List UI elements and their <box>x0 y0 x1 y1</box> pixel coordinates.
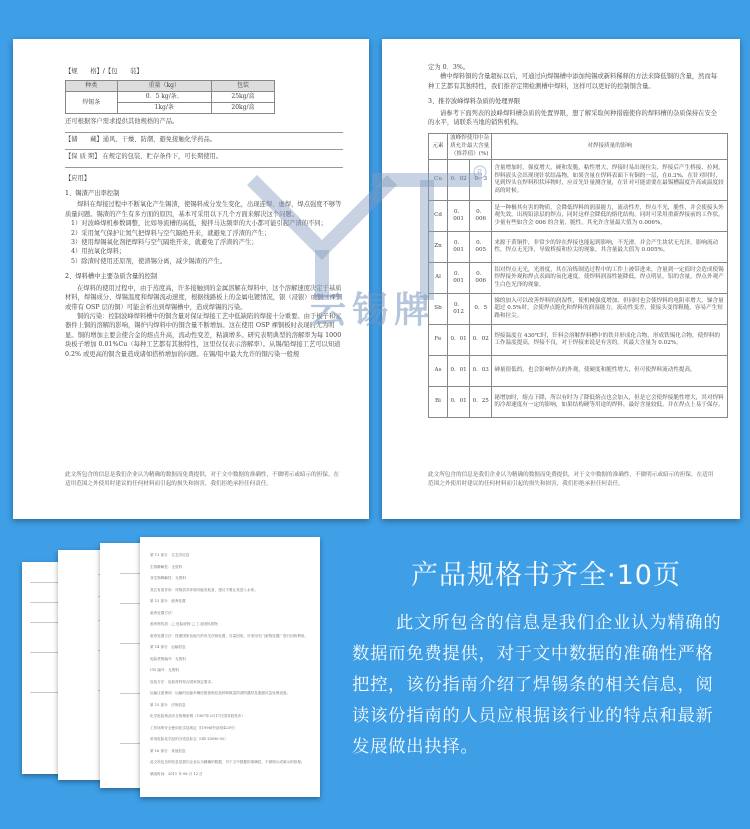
spec-cell: 25kg/盒 <box>211 92 274 103</box>
thumbnail-line: UN 编号：无资料 <box>150 668 179 672</box>
effect-cell: 锑的加入可以改善焊料的润湿性，使机械强度增加，但同时也会使焊料的电阻率增大，锑含量超过 0.5%时，会使焊点脆化和焊料的润湿能力，流动性变差，使接头变得粗糙，容易产生短路和拉尖。 <box>492 294 728 325</box>
spec-col-header: 重量（kg） <box>117 81 211 92</box>
impurity-col-header: 对焊接质量的影响 <box>492 134 728 160</box>
spec-header: 【规 格】/【包 装】 <box>65 68 143 75</box>
spec-cell: 20kg/盒 <box>211 103 274 114</box>
thumbnail-line: 非生物降解性：无资料 <box>150 576 186 580</box>
thumbnail-line: 常用危险化学品的分类及标志（GB 13690-92） <box>150 737 228 741</box>
thumbnail-line: 此文所包含的信息是我们企业认为精确的数据，对于文中数据的准确性，不做明示或暗示的担保。 <box>150 760 305 764</box>
thumbnail-line: 包装方法：包装材料符合国家规定要求。 <box>150 679 215 684</box>
element-cell: Bi <box>429 387 448 418</box>
impurity-body <box>428 72 718 127</box>
impurity-col-header: 元素 <box>429 134 448 160</box>
paragraph: 铜的污染：控制波峰焊料槽中的铜含量对保证焊接工艺中低缺陷的焊接十分重要。由于板子和元器件上铜的溶解的影响，锡炉内焊料中的铜含量不断增加。这在使用 OSP 裸铜板时表现的尤为明显。铜的增加主要会使合金的熔点升高，流动性变差，粘滴增多。研究表明典型的溶解率为每 1000 块板子增加 0.01%Cu（每种工艺都有其独特性，这里仅仅表示溶解率）。从锡/铅焊接工艺可以知道 0.2% 或更高的铜含量造成诸如搭桥增加的问题。在锡/铅中最大允许的铜污染一般规 <box>65 312 342 358</box>
thumbnail-page-front <box>140 537 320 797</box>
paragraph: 槽中焊料铜的含量超标以后，可通过向焊锡槽中添加纯锡或新料稀释的方法来降低铜的含量，然而每种工艺都有其独特性，我们推荐定期检测槽中焊料，这样可以更好的控制铜含量。 <box>428 73 718 90</box>
value-cell: 0．02 <box>448 160 470 201</box>
element-cell: Fe <box>429 325 448 356</box>
limit-cell: 0．005 <box>470 232 492 263</box>
effect-cell: 砷量很低的，也会影响焊点的外观，使硬度和脆性增大，但可使焊料流动性提高。 <box>492 356 728 387</box>
effect-cell: 来源于黄铜件，非常少的锌在焊接也能起到影响，不光滑，并会产生块状无光泽，影响流动性，焊点无光泽，导致桥接和拉尖的现象，其含量最大值为 0.005%。 <box>492 232 728 263</box>
value-cell: 0．012 <box>448 294 470 325</box>
description-text: 此文所包含的信息是我们企业认为精确的数据而免费提供，对于文中数据的准确性严格把控，该份指南介绍了焊锡条的相关信息，阅读该份指南的人员应根据该行业的特点和最新发展做出抉择。 <box>352 613 722 757</box>
value-cell: 0．001 <box>448 263 470 294</box>
effect-cell: 铋增加时，熔点下降，所以有时为了降低熔点也会加入，但是它会使焊接脆性增大，其对焊料的冷却速度有一定的影响，如果结构硬等用途的焊料，最好含量较低，并在焊点上易于保存。 <box>492 387 728 418</box>
effect-cell: 铝对焊点无光，光滑度，其在冶炼制造过程中的工件上被带进来，含量到一定值时会造成使锡焊焊接外观和焊点表面的氧化速度，使焊料润湿性能降低，焊点明显，铝的含量，焊点外观产生白色光泽的现象。 <box>492 263 728 294</box>
divider <box>65 149 343 150</box>
effect-cell: 含量增加时，强度增大，硬和发脆，粘性增大，焊接时易出现拉尖、焊接后产生桥接、拉网，焊料液头会出现现针状结晶物，如果含量在焊料表面下有铜的一层，在0.3%，在针对时时，见到焊头在焊料积状环物时，应首先针量测含量，在针对可能需要在最锡槽温度升高或温度较高的时候。 <box>492 160 728 201</box>
paragraph: 4）用抗氧化焊料； <box>71 248 126 256</box>
svg-text:R: R <box>477 168 483 177</box>
spec-note: 还可根据客户需求提供其他规格的产品。 <box>65 118 179 126</box>
section-heading: 3、推荐波峰焊料杂质的处理界限 <box>428 98 521 106</box>
element-cell: Cu <box>429 160 448 201</box>
thumbnail-line: 第 11 部分 生态学信息 <box>150 553 190 557</box>
storage-text: 【储 藏】通风、干燥、防潮，避免接触化学药品。 <box>65 135 217 143</box>
value-cell: 0．001 <box>448 232 470 263</box>
limit-cell: 0．02 <box>470 325 492 356</box>
spec-cell: 0．5 kg/条、 <box>117 92 211 103</box>
value-cell: 0．01 <box>448 356 470 387</box>
element-cell: Zn <box>429 232 448 263</box>
paragraph: 1）对波峰焊机参数调整，比如导流槽的高低，搅拌马达频率的大小都可能引起产渣的不同； <box>71 220 327 228</box>
table-row <box>66 92 275 103</box>
thumbnail-line: 生物降解性：无资料 <box>150 564 183 569</box>
spec-col-header: 种类 <box>66 81 118 92</box>
section-heading: 1、锡渣产出率控制 <box>65 190 120 198</box>
paragraph: 焊料在焊接过程中不断氧化产生锡渣，使锡料成分发生变化，出现连焊、虚焊，焊点强度不够等质量问题。锡渣的产生有多方面的原因，基本可采用以下几个方面来解决这个问题。 <box>65 201 342 218</box>
intro-text: 定为 0．3%。 <box>428 64 470 71</box>
section-heading: 2、焊料槽中主要杂质含量的控制 <box>65 273 158 281</box>
paragraph: 2）采用氮气保护让氮气把焊料与空气隔绝开来，就避免了浮渣的产生； <box>71 229 271 237</box>
thumbnail-line: 废弃处置方法： <box>150 610 176 615</box>
spec-cell: 焊锡条 <box>66 92 118 114</box>
limit-cell: 0．3 <box>470 160 492 201</box>
spec-col-header: 包装 <box>211 81 274 92</box>
element-cell: Cd <box>429 201 448 232</box>
table-row <box>429 387 728 418</box>
value-cell: 0．01 <box>448 325 470 356</box>
headline: 产品规格书齐全·10页 <box>411 560 681 591</box>
limit-cell: 0．03 <box>470 356 492 387</box>
table-row <box>429 356 728 387</box>
paragraph: 请参考下面列表的波峰焊料槽杂质的处置界限，想了解采取何种措施使你的焊料槽的杂质保持在安全的水平，请联系当地的销售机构。 <box>428 109 718 127</box>
limit-cell: 0．25 <box>470 387 492 418</box>
element-cell: As <box>429 356 448 387</box>
paragraph: 3）使用焊锡氧化剂把焊料与空气隔绝开来，就避免了浮渣的产生； <box>71 239 258 247</box>
thumbnail-line: 第 16 部分 其他信息 <box>150 748 186 753</box>
thumbnail-line: 其它有害作用：该物质对环境可能有危害，建议不要让其进入水体。 <box>150 587 258 592</box>
spec-cell: 1kg/条 <box>117 103 211 114</box>
divider <box>65 132 343 133</box>
effect-cell: 是一种极其有害的物质，会降低焊料的润湿能力，流动性差，焊点不光，脆性，并会使接头外观失效，出现铅涂层的焊点，同时这样会降低的熔化结构，同时可采用重新焊接前的工作状，少量有些如含会 006 的含量，脆性，其允许含量最大值为 0.006%。 <box>492 201 728 232</box>
page-footer: 此文所包含的信息是我们企业认为精确的数据而免费提供，对于文中数据的准确性，不做明示或暗示的担保。在适用范围之外使用时建议的任何材料而引起的损失和损害，我们拒绝承担任何责任。 <box>428 472 714 487</box>
thumbnail-line: 第 14 部分 运输信息 <box>150 645 186 649</box>
table-row <box>429 325 728 356</box>
limit-cell: 0．006 <box>470 263 492 294</box>
brand-watermark-text: 云锡牌 <box>310 290 437 331</box>
logo-y-stroke <box>252 180 392 250</box>
thumbnail-line: 化学危险物品安全管理条例（1987年2月17日国务院发布） <box>150 714 246 718</box>
thumbnail-line: 废弃物性质：□ 危险废物 □ 工业固体废物 <box>150 622 218 626</box>
limit-cell: 0．006 <box>470 201 492 232</box>
value-cell: 0．01 <box>448 387 470 418</box>
paragraph: 5）除渣时使用还原剂，使渣锡分离，减少锡渣的产生。 <box>71 257 227 265</box>
shelf-life-text: 【保 质 期】 在规定的包装、贮存条件下，可长期使用。 <box>65 153 223 161</box>
thumbnail-line: 工作场所安全使用化学品规定（[1996]劳部发423号） <box>150 725 238 730</box>
effect-cell: 焊接温度在 430℃时，钎料会溶解焊料槽中的铁并形成化合物，形成铁锡化合物，使焊料的工作温度提高，焊接不良，对于焊接来说是有害的。其最大含量为 0.02%。 <box>492 325 728 356</box>
page-footer: 此文所包含的信息是我们企业认为精确的数据而免费提供，对于文中数据的准确性，不做明示或暗示的担保。在适用范围之外使用时建议的任何材料而引起的损失和损害，我们拒绝承担任何责任。 <box>65 472 340 487</box>
thumbnail-line: 填表时间：2011 年 08 月 12 日 <box>150 771 203 776</box>
thumbnail-line: 第 15 部分 法规信息 <box>150 702 186 707</box>
paragraph: 在焊料的使用过程中，由于蒸度高，许多接触到的金属溶解在焊料中，这个溶解速度决定于基质材料，焊锡成分、焊锡温度和焊锡流动速度，根据线路板上的金属电镀情况，银（浸银）或铜（裸铜或带有 OSP 层的铜）可能会析出到焊锡槽中，造成焊锡的污染。 <box>65 284 343 311</box>
spec-table <box>65 80 275 114</box>
thumbnail-line: 废弃处置方法：按照国家及地方的有关法规处置，尽量回收，可采用专门废物处置厂进行回收利用。 <box>150 633 309 638</box>
value-cell: 0．001 <box>448 201 470 232</box>
impurity-col-header: 波峰焊使用中杂质允许最大含量（推荐值）(%) <box>448 134 492 160</box>
element-cell: Al <box>429 263 448 294</box>
limit-cell: 0．5 <box>470 294 492 325</box>
application-header: 【应用】 <box>65 174 91 182</box>
thumbnail-line: 运输注意事项：运输时运输车辆应配备相应品种和数量的消防器材及泄漏应急处理设备。 <box>150 691 291 695</box>
thumbnail-line: 危险货物编号：无资料 <box>150 656 186 661</box>
element-cell: Sb <box>429 294 448 325</box>
thumbnail-line: 第 13 部分 废弃处置 <box>150 599 186 603</box>
